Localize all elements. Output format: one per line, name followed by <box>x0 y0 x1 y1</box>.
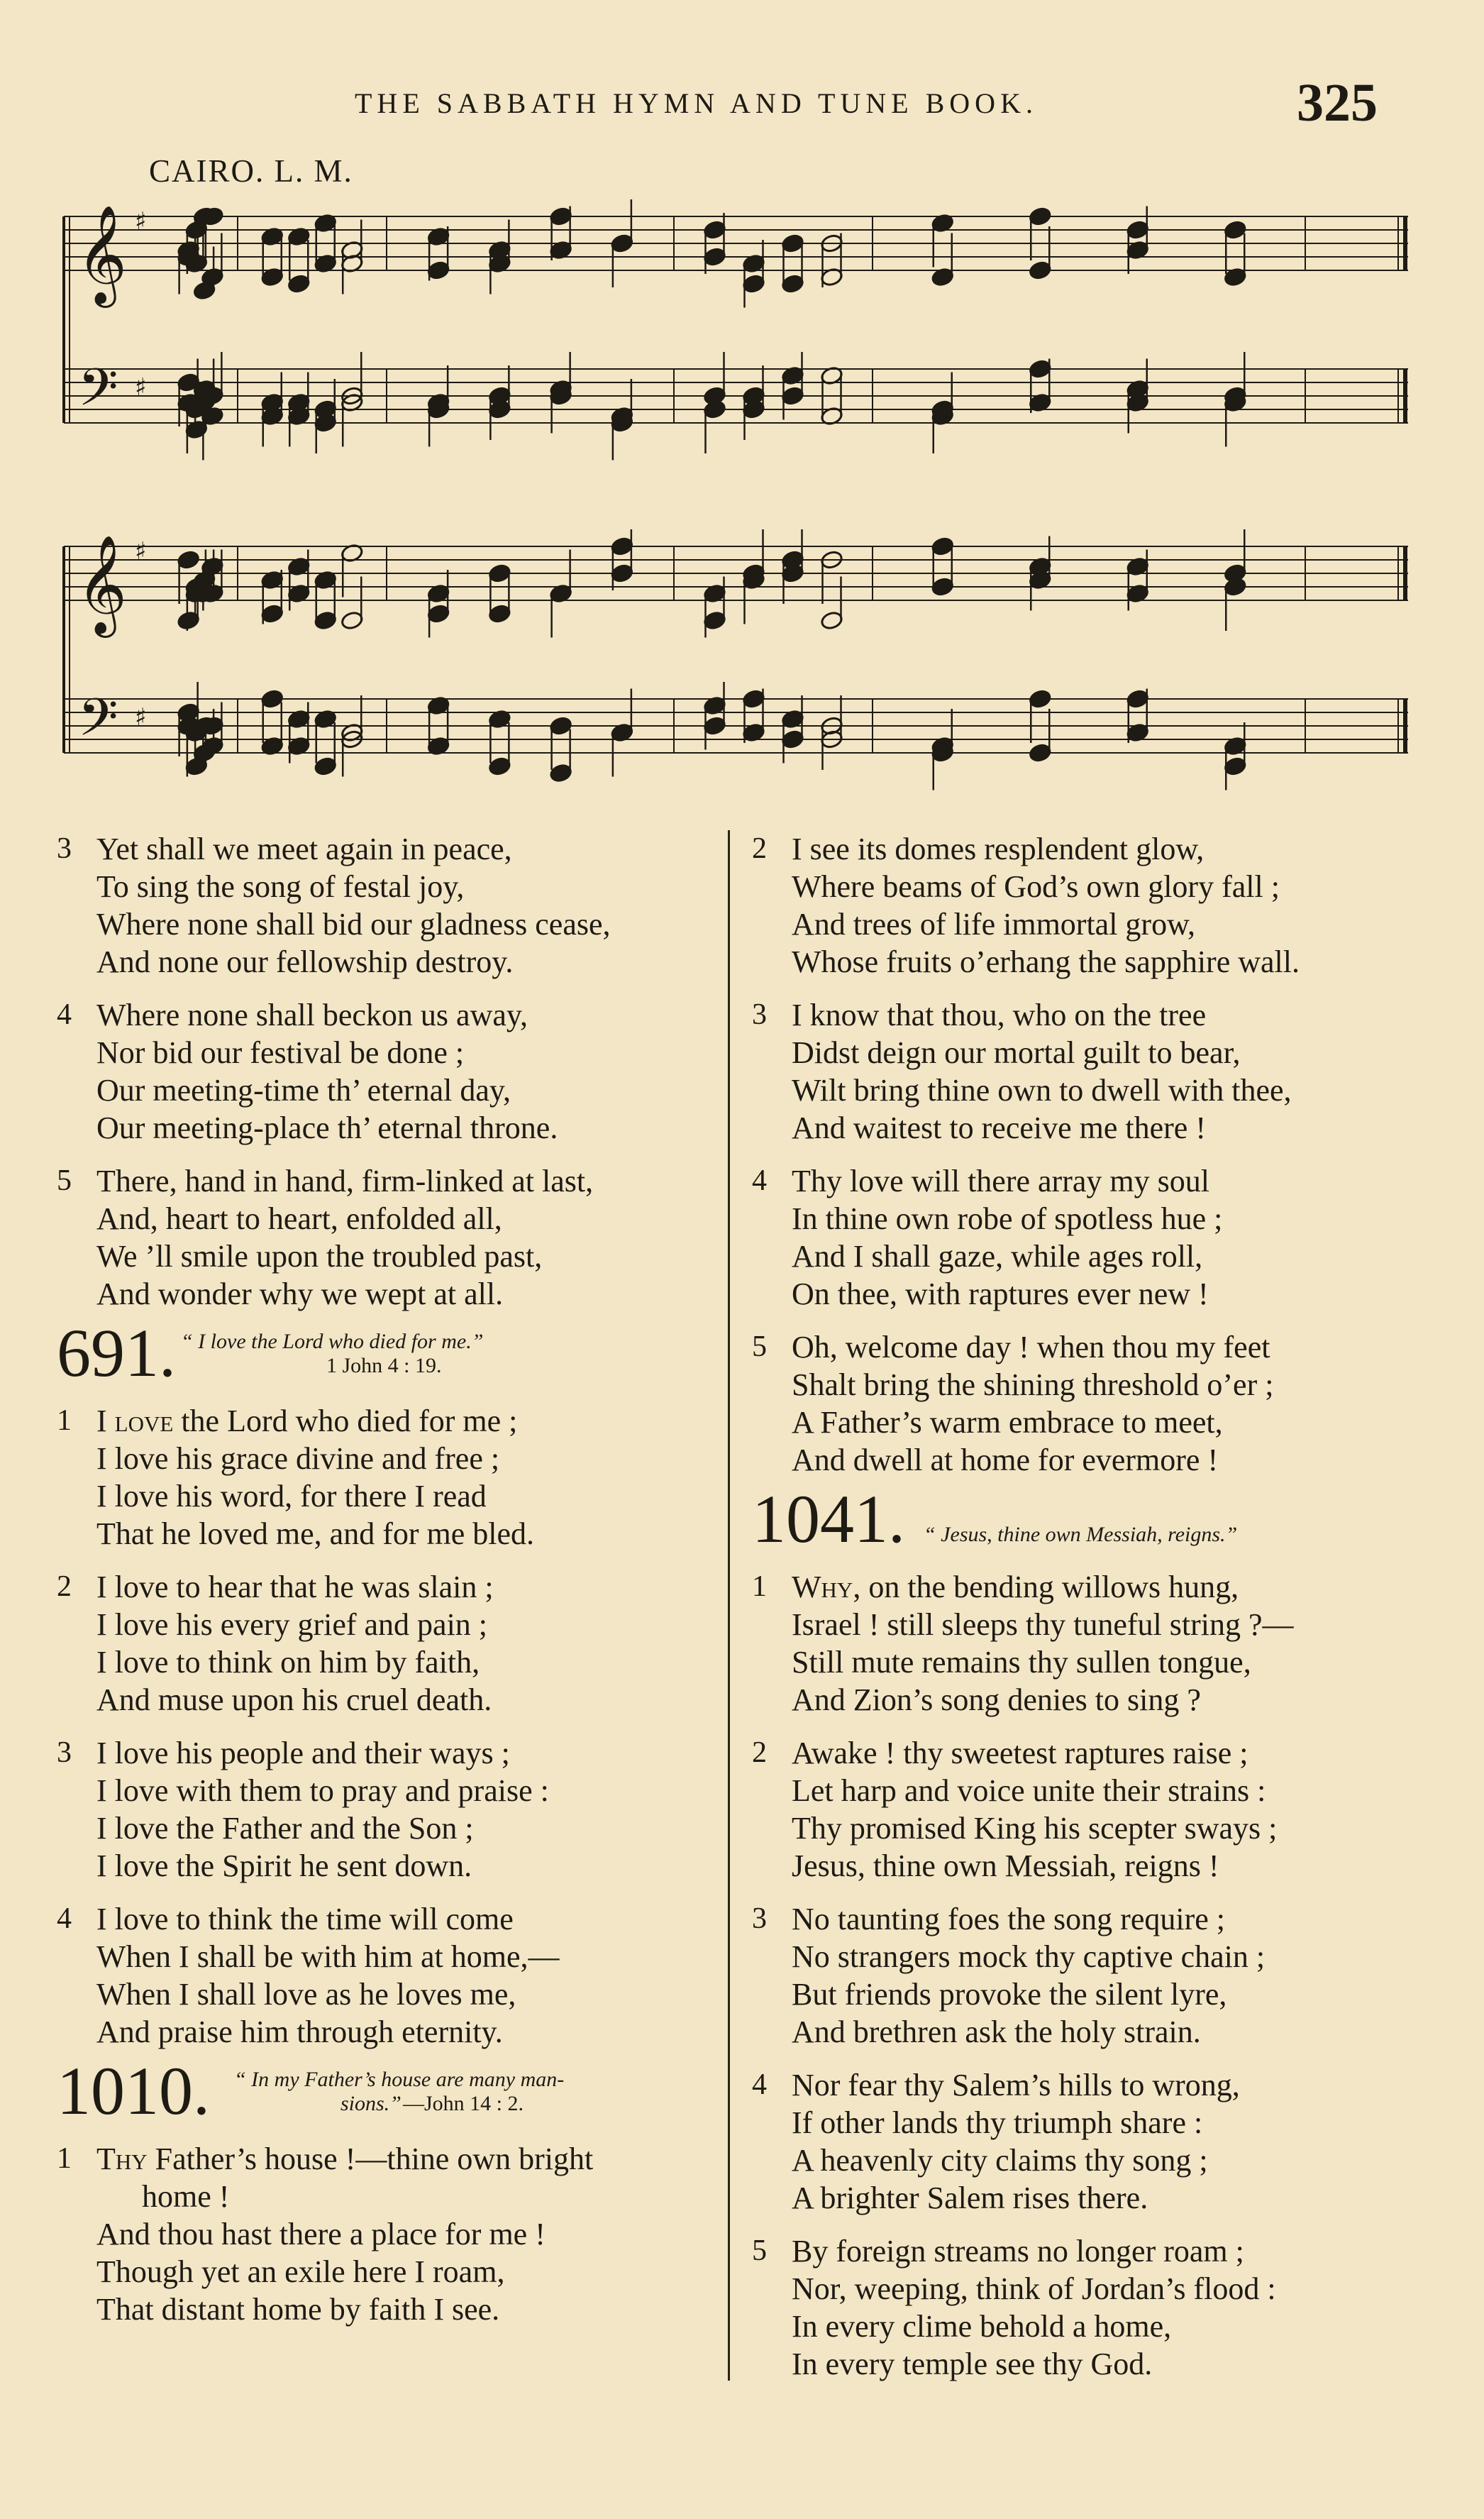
verse-line: Where beams of God’s own glory fall ; <box>792 869 1280 904</box>
stanza <box>752 830 1433 981</box>
verse-line: A Father’s warm embrace to meet, <box>792 1405 1223 1440</box>
verse-line: Though yet an exile here I roam, <box>96 2254 505 2289</box>
verse-line: Wilt bring thine own to dwell with thee, <box>792 1073 1292 1108</box>
verse-line: I love his word, for there I read <box>96 1479 487 1514</box>
svg-text:𝄢: 𝄢 <box>78 687 118 760</box>
column-divider <box>728 830 730 2381</box>
hymn-number: 1041. <box>752 1481 905 1557</box>
stanza <box>57 830 716 981</box>
svg-text:𝄢: 𝄢 <box>78 357 118 430</box>
verse-line-rest: the Lord who died for me ; <box>173 1404 518 1438</box>
hymn-691-heading <box>57 1315 716 1396</box>
verse-line: And muse upon his cruel death. <box>96 1682 492 1717</box>
svg-text:𝄞: 𝄞 <box>77 535 127 634</box>
verse-line: Israel ! still sleeps thy tuneful string ?— <box>792 1607 1294 1642</box>
verse-line <box>96 1402 716 1440</box>
verse-line: In thine own robe of spotless hue ; <box>792 1201 1223 1236</box>
stanza-number: 2 <box>57 1570 72 1603</box>
verse-line: No taunting foes the song require ; <box>792 1902 1225 1936</box>
verse-line: I love to hear that he was slain ; <box>96 1570 494 1604</box>
stanza-number: 4 <box>752 1164 767 1197</box>
stanza-number: 3 <box>57 1736 72 1769</box>
verse-line: Awake ! thy sweetest raptures raise ; <box>792 1736 1248 1770</box>
first-word: Thy <box>96 2142 148 2176</box>
page-number: 325 <box>1297 73 1378 133</box>
verse-line: Nor fear thy Salem’s hills to wrong, <box>792 2068 1240 2102</box>
verse-line: And waitest to receive me there ! <box>792 1110 1206 1145</box>
hymn-1010-heading <box>57 2053 716 2134</box>
stanza-number: 4 <box>57 998 72 1031</box>
stanza <box>57 1568 716 1719</box>
verse-line: I love the Father and the Son ; <box>96 1811 474 1846</box>
verse-line: When I shall love as he loves me, <box>96 1977 516 2012</box>
verse-line: Jesus, thine own Messiah, reigns ! <box>792 1848 1219 1883</box>
hymn-quote: “ In my Father’s house are many man- <box>234 2068 565 2091</box>
verse-line: Our meeting-time th’ eternal day, <box>96 1073 511 1108</box>
verse-line: A heavenly city claims thy song ; <box>792 2143 1208 2178</box>
first-word: Why <box>792 1570 853 1604</box>
verse-line: Nor bid our festival be done ; <box>96 1035 465 1070</box>
verse-line: Didst deign our mortal guilt to bear, <box>792 1035 1241 1070</box>
verse-line <box>96 2140 716 2178</box>
stanza <box>752 1162 1433 1313</box>
hymn-quote-cont: sions.” <box>340 2092 402 2115</box>
left-column <box>57 830 716 2344</box>
verse-line: In every clime behold a home, <box>792 2309 1172 2344</box>
verse-line-rest: Father’s house !—thine own bright <box>147 2142 594 2176</box>
stanza <box>57 996 716 1147</box>
verse-line: And trees of life immortal grow, <box>792 907 1195 942</box>
stanza-number: 5 <box>57 1164 72 1197</box>
verse-line: Nor, weeping, think of Jordan’s flood : <box>792 2271 1276 2306</box>
verse-line: I love to think the time will come <box>96 1902 514 1936</box>
verse-line: If other lands thy triumph share : <box>792 2105 1203 2140</box>
hymn-quote: “ Jesus, thine own Messiah, reigns.” <box>924 1523 1238 1546</box>
stanza-number: 4 <box>752 2068 767 2101</box>
verse-line: Our meeting-place th’ eternal throne. <box>96 1110 558 1145</box>
stanza-number: 1 <box>57 2142 72 2175</box>
stanza <box>57 2140 716 2328</box>
stanza <box>752 1568 1433 1719</box>
verse-line: To sing the song of festal joy, <box>96 869 465 904</box>
stanza <box>752 1328 1433 1479</box>
stanza <box>57 1402 716 1553</box>
verse-line-rest: , on the bending willows hung, <box>853 1570 1239 1604</box>
stanza-number: 5 <box>752 2234 767 2267</box>
stanza <box>57 1734 716 1885</box>
verse-line: And thou hast there a place for me ! <box>96 2217 546 2251</box>
verse-line: A brighter Salem rises there. <box>792 2181 1148 2215</box>
tune-title: CAIRO. L. M. <box>149 153 353 189</box>
verse-line: Shalt bring the shining threshold o’er ; <box>792 1367 1274 1402</box>
verse-line: There, hand in hand, firm-linked at last, <box>96 1164 594 1198</box>
verse-line: Whose fruits o’erhang the sapphire wall. <box>792 944 1300 979</box>
verse-line: But friends provoke the silent lyre, <box>792 1977 1227 2012</box>
running-title: THE SABBATH HYMN AND TUNE BOOK. <box>355 87 1038 119</box>
hymn-reference: —John 14 : 2. <box>403 2092 524 2115</box>
music-score <box>0 0 1484 816</box>
first-word: I love <box>96 1404 174 1438</box>
svg-text:𝄞: 𝄞 <box>77 205 127 304</box>
verse-line: And Zion’s song denies to sing ? <box>792 1682 1201 1717</box>
verse-line: That distant home by faith I see. <box>96 2292 500 2327</box>
hymn-reference: 1 John 4 : 19. <box>326 1354 442 1377</box>
hymn-1041-heading <box>752 1481 1433 1562</box>
verse-line: On thee, with raptures ever new ! <box>792 1277 1209 1311</box>
verse-line: Oh, welcome day ! when thou my feet <box>792 1330 1270 1365</box>
verse-line: And wonder why we wept at all. <box>96 1277 504 1311</box>
verse-line: And none our fellowship destroy. <box>96 944 514 979</box>
stanza <box>57 1900 716 2051</box>
stanza-number: 2 <box>752 832 767 865</box>
hymn-quote: “ I love the Lord who died for me.” <box>181 1330 484 1353</box>
verse-line: That he loved me, and for me bled. <box>96 1516 535 1551</box>
right-column <box>752 830 1433 2398</box>
verse-line: I love his people and their ways ; <box>96 1736 510 1770</box>
verse-line <box>792 1568 1433 1606</box>
verse-line: And, heart to heart, enfolded all, <box>96 1201 502 1236</box>
verse-line: I love his grace divine and free ; <box>96 1441 500 1476</box>
verse-line: No strangers mock thy captive chain ; <box>792 1939 1266 1974</box>
stanza <box>752 1734 1433 1885</box>
svg-text:♯: ♯ <box>135 373 147 402</box>
verse-line: Where none shall beckon us away, <box>96 998 528 1032</box>
verse-line: Yet shall we meet again in peace, <box>96 832 512 866</box>
verse-line: By foreign streams no longer roam ; <box>792 2234 1244 2269</box>
svg-text:♯: ♯ <box>135 703 147 732</box>
verse-line: Thy promised King his scepter sways ; <box>792 1811 1278 1846</box>
verse-line: Still mute remains thy sullen tongue, <box>792 1645 1251 1680</box>
verse-line: Let harp and voice unite their strains : <box>792 1773 1266 1808</box>
verse-line: Where none shall bid our gladness cease, <box>96 907 611 942</box>
verse-line: I love his every grief and pain ; <box>96 1607 488 1642</box>
verse-line: I love the Spirit he sent down. <box>96 1848 472 1883</box>
stanza-number: 3 <box>752 998 767 1031</box>
stanza <box>752 996 1433 1147</box>
svg-text:♯: ♯ <box>135 537 147 566</box>
verse-line: We ’ll smile upon the troubled past, <box>96 1239 543 1274</box>
verse-line: And dwell at home for evermore ! <box>792 1443 1219 1477</box>
stanza-number: 1 <box>57 1404 72 1437</box>
stanza-number: 4 <box>57 1902 72 1935</box>
stanza <box>57 1162 716 1313</box>
stanza-number: 2 <box>752 1736 767 1769</box>
verse-line: Thy love will there array my soul <box>792 1164 1209 1198</box>
stanza-number: 3 <box>57 832 72 865</box>
stanza-number: 3 <box>752 1902 767 1935</box>
stanza <box>752 2232 1433 2383</box>
verse-line: I see its domes resplendent glow, <box>792 832 1205 866</box>
verse-line: And I shall gaze, while ages roll, <box>792 1239 1203 1274</box>
verse-line: I love to think on him by faith, <box>96 1645 480 1680</box>
svg-text:♯: ♯ <box>135 207 147 236</box>
stanza <box>752 2066 1433 2217</box>
score-system-1 <box>64 199 1408 461</box>
verse-line: When I shall be with him at home,— <box>96 1939 560 1974</box>
verse-line-continuation: home ! <box>142 2179 230 2214</box>
verse-line: And brethren ask the holy strain. <box>792 2014 1201 2049</box>
hymn-number: 691. <box>57 1315 176 1391</box>
stanza <box>752 1900 1433 2051</box>
hymn-number: 1010. <box>57 2053 210 2129</box>
verse-line: I love with them to pray and praise : <box>96 1773 549 1808</box>
verse-line: And praise him through eternity. <box>96 2014 503 2049</box>
stanza-number: 5 <box>752 1330 767 1363</box>
verse-line: I know that thou, who on the tree <box>792 998 1207 1032</box>
stanza-number: 1 <box>752 1570 767 1603</box>
verse-line: In every temple see thy God. <box>792 2347 1153 2381</box>
score-system-2 <box>64 529 1408 790</box>
